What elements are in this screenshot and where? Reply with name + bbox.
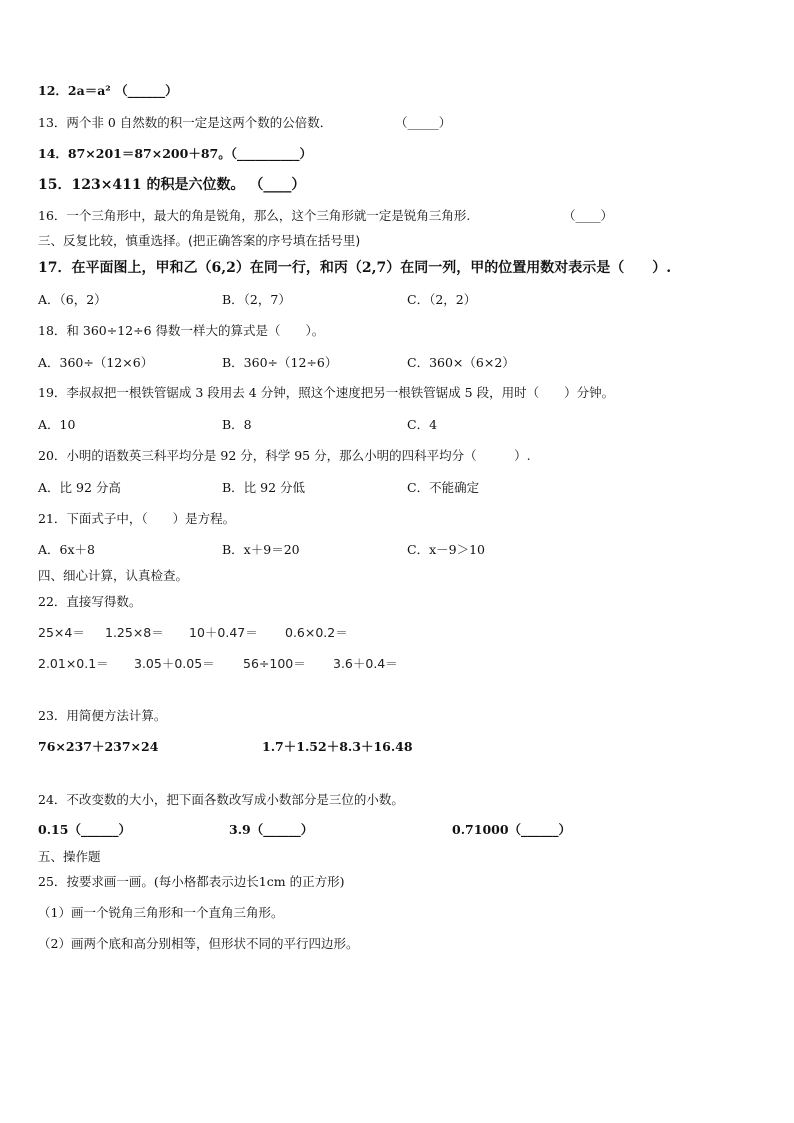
question-15: 15．123×411 的积是六位数。 （____） (38, 177, 306, 193)
question-21-option-a[interactable]: A．6x＋8 (38, 542, 95, 557)
question-20-option-c[interactable]: C．不能确定 (407, 480, 480, 495)
question-21-option-b[interactable]: B．x＋9＝20 (222, 542, 300, 557)
question-23-stem: 23．用简便方法计算。 (38, 708, 167, 723)
question-17-option-a[interactable]: A．（6，2） (38, 292, 107, 307)
simplify-item: 1.7＋1.52＋8.3＋16.48 (262, 739, 413, 754)
question-19-option-a[interactable]: A．10 (38, 417, 76, 432)
question-20-option-b[interactable]: B．比 92 分低 (222, 480, 306, 495)
question-25-sub-1: （1）画一个锐角三角形和一个直角三角形。 (38, 905, 284, 920)
calc-item: 56÷100＝ (243, 656, 306, 671)
calc-item: 25×4＝ (38, 625, 85, 640)
question-12: 12．2a＝a² （______） (38, 83, 178, 98)
question-16-blank[interactable]: （____） (563, 208, 614, 223)
calc-item: 10＋0.47＝ (189, 625, 258, 640)
decimal-item[interactable]: 0.71000（______） (452, 822, 572, 837)
question-19-stem: 19．李叔叔把一根铁管锯成 3 段用去 4 分钟，照这个速度把另一根铁管锯成 5 段，用时（ ）分钟。 (38, 385, 615, 400)
question-17-option-c[interactable]: C．（2，2） (407, 292, 477, 307)
question-18-option-a[interactable]: A．360÷（12×6） (38, 355, 154, 370)
question-24-stem: 24．不改变数的大小，把下面各数改写成小数部分是三位的小数。 (38, 792, 404, 807)
question-16-text: 16．一个三角形中，最大的角是锐角，那么，这个三角形就一定是锐角三角形. (38, 208, 471, 223)
question-20-stem: 20．小明的语数英三科平均分是 92 分，科学 95 分，那么小明的四科平均分（ ）. (38, 448, 531, 463)
question-14: 14．87×201＝87×200＋87。（__________） (38, 146, 312, 161)
question-22-stem: 22．直接写得数。 (38, 594, 142, 609)
question-13-blank[interactable]: （_____） (395, 115, 452, 130)
question-20-option-a[interactable]: A．比 92 分高 (38, 480, 121, 495)
calc-item: 1.25×8＝ (105, 625, 164, 640)
question-25-stem: 25．按要求画一画。(每小格都表示边长1cm 的正方形) (38, 874, 345, 889)
decimal-item[interactable]: 0.15（______） (38, 822, 131, 837)
question-18-option-c[interactable]: C．360×（6×2） (407, 355, 515, 370)
section-3-heading: 三、反复比较，慎重选择。(把正确答案的序号填在括号里) (38, 233, 361, 248)
question-13-text: 13．两个非 0 自然数的积一定是这两个数的公倍数． (38, 115, 333, 130)
question-18-stem: 18．和 360÷12÷6 得数一样大的算式是（ ）。 (38, 323, 325, 338)
question-19-option-b[interactable]: B．8 (222, 417, 252, 432)
question-21-stem: 21．下面式子中，（ ）是方程。 (38, 511, 236, 526)
question-17-stem: 17．在平面图上，甲和乙（6,2）在同一行，和丙（2,7）在同一列，甲的位置用数对表示是（ ）. (38, 260, 672, 276)
calc-item: 2.01×0.1＝ (38, 656, 109, 671)
calc-item: 3.6＋0.4＝ (333, 656, 398, 671)
question-25-sub-2: （2）画两个底和高分别相等，但形状不同的平行四边形。 (38, 936, 359, 951)
question-16 (38, 208, 774, 224)
decimal-item[interactable]: 3.9（______） (229, 822, 314, 837)
question-18-option-b[interactable]: B．360÷（12÷6） (222, 355, 338, 370)
calc-item: 0.6×0.2＝ (285, 625, 348, 640)
section-5-heading: 五、操作题 (38, 849, 101, 864)
question-13 (38, 115, 774, 131)
question-17-option-b[interactable]: B．（2，7） (222, 292, 291, 307)
section-4-heading: 四、细心计算，认真检查。 (38, 568, 189, 583)
simplify-item: 76×237＋237×24 (38, 739, 159, 754)
calc-item: 3.05＋0.05＝ (134, 656, 215, 671)
question-19-option-c[interactable]: C．4 (407, 417, 438, 432)
question-21-option-c[interactable]: C．x－9＞10 (407, 542, 485, 557)
